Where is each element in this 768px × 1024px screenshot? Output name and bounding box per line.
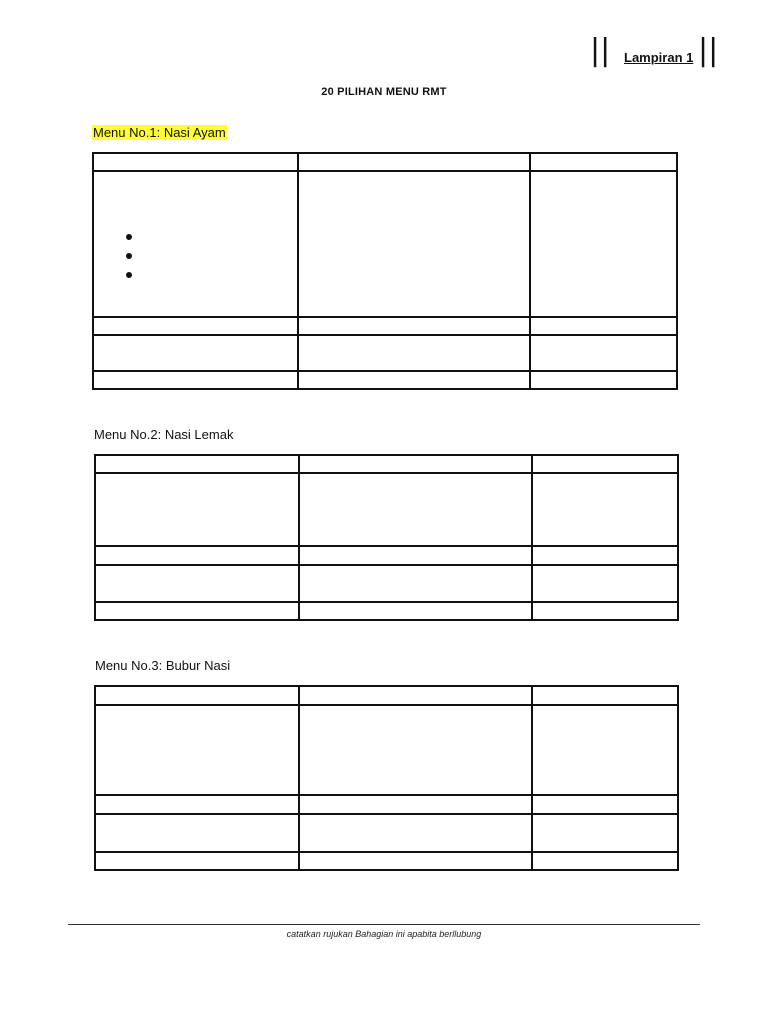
table-row [95,705,678,795]
table-row [95,602,678,620]
table-cell [532,814,678,852]
table-cell [532,565,678,602]
table-cell [93,371,298,389]
menu-2-table [94,454,679,621]
table-cell [530,335,677,371]
table-cell [299,602,532,620]
table-cell [530,153,677,171]
table-row [95,852,678,870]
table-cell [530,317,677,335]
menu-2-heading: Menu No.2: Nasi Lemak [94,427,234,442]
table-row [93,317,677,335]
table-cell [299,686,532,705]
bullet-item [126,228,329,247]
table-cell [95,795,299,814]
table-row [93,371,677,389]
footer-note: catatkan rujukan Bahagian ini apabita berllubung [286,929,482,939]
header-mark-right: || [698,33,719,68]
table-cell [298,153,530,171]
table-row [95,795,678,814]
table-cell [95,705,299,795]
table-cell [299,565,532,602]
table-row [95,546,678,565]
bullet-item [126,266,329,285]
table-cell [298,371,530,389]
table-cell [298,171,530,317]
table-cell [95,686,299,705]
table-row [95,473,678,546]
table-row [93,171,677,317]
table-cell [93,335,298,371]
table-cell [95,473,299,546]
bullet-dot-icon [126,253,132,259]
table-cell [93,171,298,317]
table-row [93,335,677,371]
bullet-dot-icon [126,234,132,240]
table-row [95,455,678,473]
table-cell [93,317,298,335]
table-cell [532,795,678,814]
table-cell [299,814,532,852]
bullet-item [126,247,329,266]
table-cell [95,565,299,602]
table-cell [298,317,530,335]
menu-3-table [94,685,679,871]
menu-3-heading: Menu No.3: Bubur Nasi [95,658,231,673]
table-cell [532,705,678,795]
table-cell [532,473,678,546]
menu-1-heading: Menu No.1: Nasi Ayam [93,125,226,140]
table-cell [532,546,678,565]
table-cell [299,473,532,546]
table-cell [93,153,298,171]
table-cell [95,814,299,852]
table-cell [299,546,532,565]
bullet-list [126,228,329,285]
footer-divider [68,924,700,925]
table-row [95,814,678,852]
table-cell [95,852,299,870]
table-cell [299,455,532,473]
table-cell [95,455,299,473]
document-title: 20 PILIHAN MENU RMT [321,86,447,98]
table-cell [299,795,532,814]
table-cell [95,546,299,565]
table-cell [530,371,677,389]
menu-1-table [92,152,678,390]
table-cell [532,852,678,870]
table-row [93,153,677,171]
header-mark-left: || [590,33,611,68]
table-cell [95,602,299,620]
table-cell [532,455,678,473]
table-row [95,565,678,602]
table-cell [530,171,677,317]
table-cell [532,686,678,705]
table-cell [299,852,532,870]
table-row [95,686,678,705]
table-cell [298,335,530,371]
table-cell [299,705,532,795]
bullet-dot-icon [126,272,132,278]
table-cell [532,602,678,620]
lampiran-label: Lampiran 1 [624,50,694,65]
